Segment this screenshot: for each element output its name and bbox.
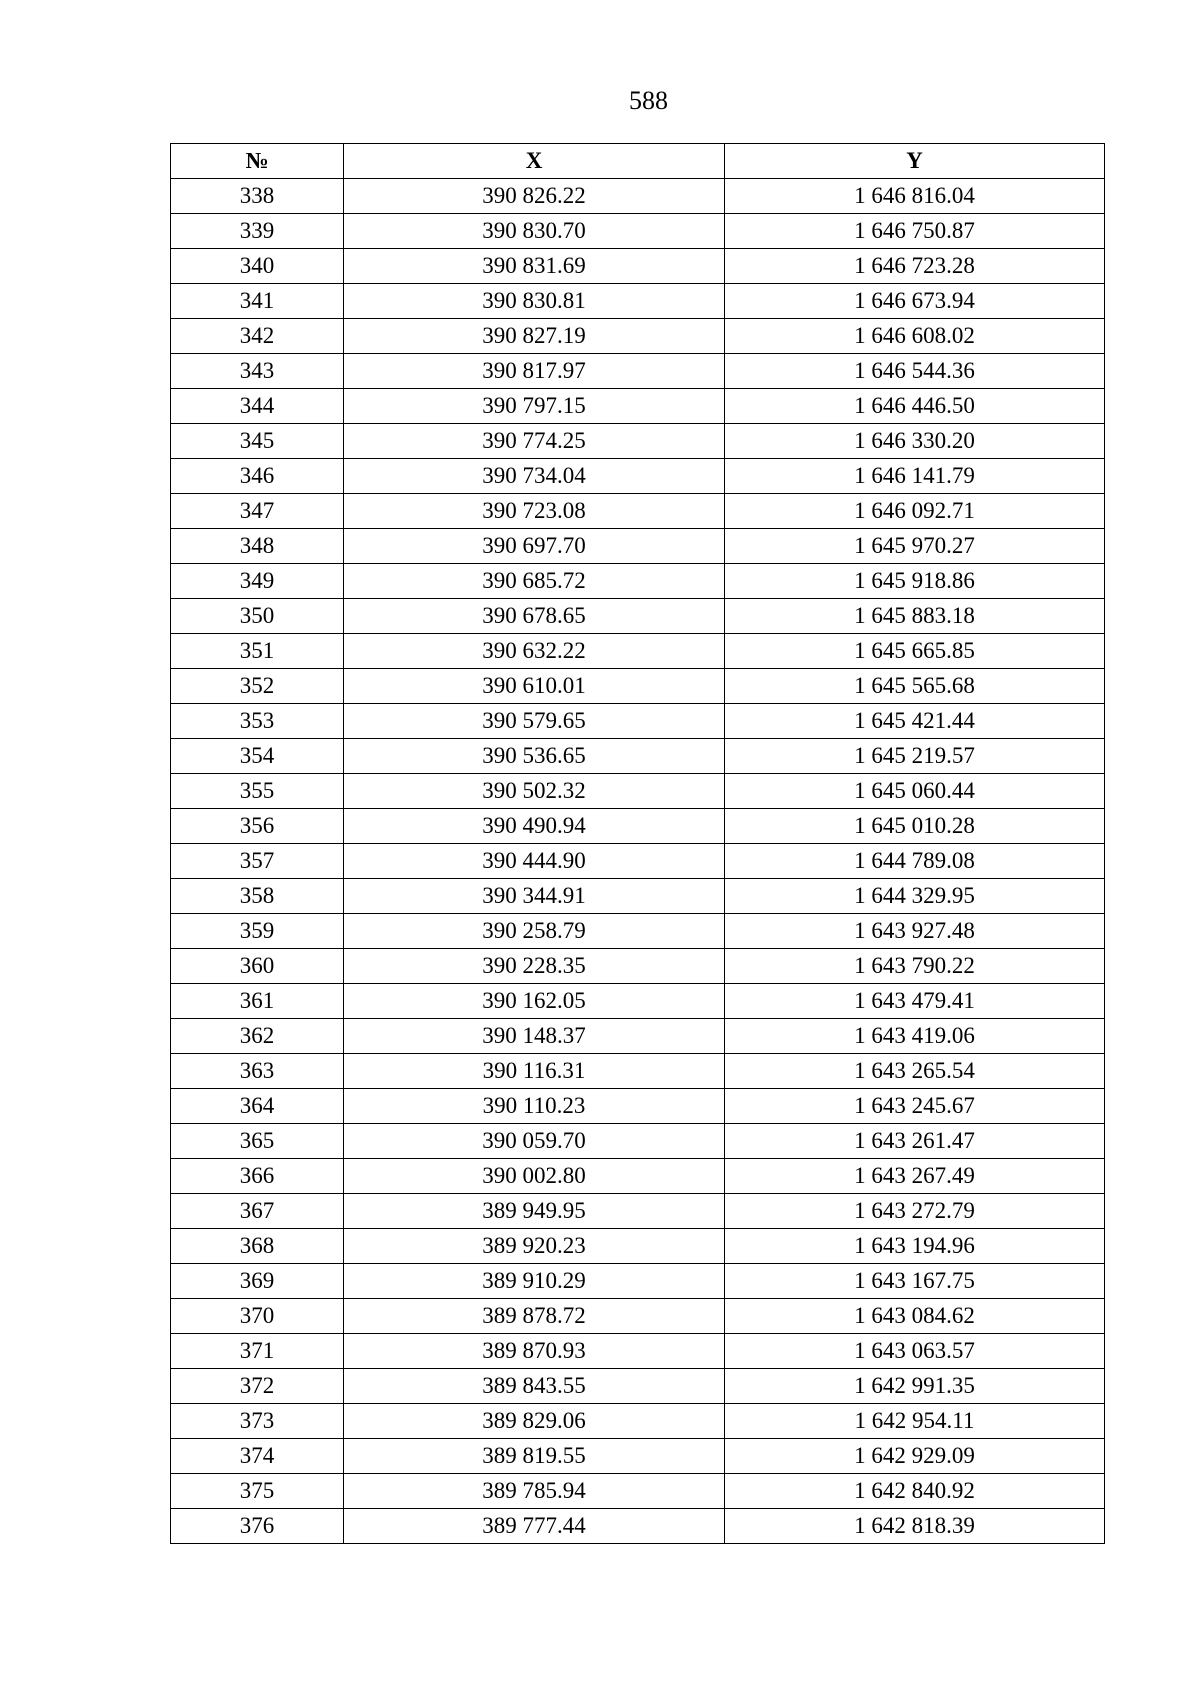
cell-number: 345	[171, 424, 344, 459]
cell-y: 1 645 970.27	[725, 529, 1105, 564]
cell-x: 390 817.97	[344, 354, 725, 389]
cell-y: 1 643 084.62	[725, 1299, 1105, 1334]
cell-y: 1 645 665.85	[725, 634, 1105, 669]
cell-y: 1 642 929.09	[725, 1439, 1105, 1474]
table-row	[171, 1089, 1105, 1124]
cell-y: 1 645 219.57	[725, 739, 1105, 774]
table-row	[171, 914, 1105, 949]
header-x: X	[344, 144, 725, 179]
cell-y: 1 646 673.94	[725, 284, 1105, 319]
cell-number: 374	[171, 1439, 344, 1474]
cell-number: 361	[171, 984, 344, 1019]
cell-y: 1 646 750.87	[725, 214, 1105, 249]
cell-y: 1 643 194.96	[725, 1229, 1105, 1264]
cell-y: 1 646 723.28	[725, 249, 1105, 284]
table-row	[171, 984, 1105, 1019]
cell-y: 1 646 446.50	[725, 389, 1105, 424]
cell-y: 1 645 883.18	[725, 599, 1105, 634]
cell-number: 346	[171, 459, 344, 494]
cell-x: 390 258.79	[344, 914, 725, 949]
cell-number: 369	[171, 1264, 344, 1299]
cell-x: 390 831.69	[344, 249, 725, 284]
cell-y: 1 645 421.44	[725, 704, 1105, 739]
cell-number: 365	[171, 1124, 344, 1159]
cell-number: 372	[171, 1369, 344, 1404]
cell-number: 354	[171, 739, 344, 774]
cell-number: 348	[171, 529, 344, 564]
cell-x: 390 536.65	[344, 739, 725, 774]
coordinates-table	[170, 143, 1105, 1544]
cell-number: 375	[171, 1474, 344, 1509]
table-row	[171, 1404, 1105, 1439]
cell-number: 351	[171, 634, 344, 669]
cell-number: 353	[171, 704, 344, 739]
cell-number: 373	[171, 1404, 344, 1439]
table-row	[171, 1019, 1105, 1054]
cell-x: 390 228.35	[344, 949, 725, 984]
table-row	[171, 1439, 1105, 1474]
header-y: Y	[725, 144, 1105, 179]
cell-y: 1 643 245.67	[725, 1089, 1105, 1124]
cell-x: 390 579.65	[344, 704, 725, 739]
cell-number: 352	[171, 669, 344, 704]
cell-number: 360	[171, 949, 344, 984]
cell-y: 1 645 010.28	[725, 809, 1105, 844]
cell-x: 390 002.80	[344, 1159, 725, 1194]
cell-x: 390 110.23	[344, 1089, 725, 1124]
table-row	[171, 424, 1105, 459]
cell-y: 1 646 608.02	[725, 319, 1105, 354]
cell-x: 389 785.94	[344, 1474, 725, 1509]
table-row	[171, 389, 1105, 424]
table-row	[171, 669, 1105, 704]
cell-y: 1 643 790.22	[725, 949, 1105, 984]
cell-y: 1 644 329.95	[725, 879, 1105, 914]
cell-number: 358	[171, 879, 344, 914]
cell-x: 389 819.55	[344, 1439, 725, 1474]
cell-x: 390 116.31	[344, 1054, 725, 1089]
cell-y: 1 642 840.92	[725, 1474, 1105, 1509]
cell-y: 1 643 265.54	[725, 1054, 1105, 1089]
cell-number: 370	[171, 1299, 344, 1334]
cell-y: 1 643 419.06	[725, 1019, 1105, 1054]
cell-y: 1 644 789.08	[725, 844, 1105, 879]
cell-x: 390 344.91	[344, 879, 725, 914]
table-body	[171, 179, 1105, 1544]
cell-number: 350	[171, 599, 344, 634]
cell-x: 390 444.90	[344, 844, 725, 879]
cell-number: 376	[171, 1509, 344, 1544]
table-row	[171, 1474, 1105, 1509]
cell-number: 367	[171, 1194, 344, 1229]
table-row	[171, 249, 1105, 284]
cell-y: 1 642 991.35	[725, 1369, 1105, 1404]
cell-number: 344	[171, 389, 344, 424]
cell-x: 390 490.94	[344, 809, 725, 844]
table-row	[171, 1159, 1105, 1194]
cell-x: 390 697.70	[344, 529, 725, 564]
cell-y: 1 643 272.79	[725, 1194, 1105, 1229]
table-row	[171, 564, 1105, 599]
table-row	[171, 774, 1105, 809]
table-row	[171, 599, 1105, 634]
cell-number: 340	[171, 249, 344, 284]
cell-x: 389 829.06	[344, 1404, 725, 1439]
cell-x: 389 920.23	[344, 1229, 725, 1264]
table-row	[171, 809, 1105, 844]
cell-number: 359	[171, 914, 344, 949]
cell-y: 1 642 818.39	[725, 1509, 1105, 1544]
cell-number: 366	[171, 1159, 344, 1194]
cell-x: 390 685.72	[344, 564, 725, 599]
cell-y: 1 643 167.75	[725, 1264, 1105, 1299]
cell-number: 362	[171, 1019, 344, 1054]
cell-x: 390 162.05	[344, 984, 725, 1019]
table-row	[171, 284, 1105, 319]
cell-number: 338	[171, 179, 344, 214]
table-row	[171, 459, 1105, 494]
table-row	[171, 1509, 1105, 1544]
table-row	[171, 704, 1105, 739]
table-row	[171, 1124, 1105, 1159]
table-row	[171, 879, 1105, 914]
cell-x: 390 797.15	[344, 389, 725, 424]
cell-x: 390 826.22	[344, 179, 725, 214]
cell-number: 355	[171, 774, 344, 809]
cell-x: 389 878.72	[344, 1299, 725, 1334]
cell-y: 1 646 141.79	[725, 459, 1105, 494]
table-row	[171, 1369, 1105, 1404]
cell-number: 357	[171, 844, 344, 879]
cell-x: 390 830.81	[344, 284, 725, 319]
cell-number: 368	[171, 1229, 344, 1264]
cell-x: 390 610.01	[344, 669, 725, 704]
cell-number: 339	[171, 214, 344, 249]
table-row	[171, 214, 1105, 249]
cell-number: 347	[171, 494, 344, 529]
cell-number: 341	[171, 284, 344, 319]
table-row	[171, 1054, 1105, 1089]
cell-number: 349	[171, 564, 344, 599]
cell-x: 390 059.70	[344, 1124, 725, 1159]
cell-number: 342	[171, 319, 344, 354]
cell-y: 1 646 092.71	[725, 494, 1105, 529]
cell-x: 390 678.65	[344, 599, 725, 634]
cell-x: 389 870.93	[344, 1334, 725, 1369]
table-row	[171, 319, 1105, 354]
cell-x: 389 949.95	[344, 1194, 725, 1229]
cell-x: 390 632.22	[344, 634, 725, 669]
cell-y: 1 646 330.20	[725, 424, 1105, 459]
cell-number: 343	[171, 354, 344, 389]
cell-y: 1 643 479.41	[725, 984, 1105, 1019]
cell-number: 371	[171, 1334, 344, 1369]
table-row	[171, 179, 1105, 214]
table-row	[171, 494, 1105, 529]
table-row	[171, 949, 1105, 984]
cell-y: 1 646 544.36	[725, 354, 1105, 389]
cell-number: 364	[171, 1089, 344, 1124]
table-row	[171, 1334, 1105, 1369]
header-number: №	[171, 144, 344, 179]
cell-x: 390 830.70	[344, 214, 725, 249]
cell-y: 1 645 565.68	[725, 669, 1105, 704]
cell-x: 390 148.37	[344, 1019, 725, 1054]
cell-x: 390 827.19	[344, 319, 725, 354]
cell-x: 390 774.25	[344, 424, 725, 459]
cell-x: 389 910.29	[344, 1264, 725, 1299]
cell-y: 1 645 918.86	[725, 564, 1105, 599]
cell-number: 356	[171, 809, 344, 844]
cell-x: 389 843.55	[344, 1369, 725, 1404]
cell-y: 1 646 816.04	[725, 179, 1105, 214]
table-row	[171, 1194, 1105, 1229]
cell-y: 1 642 954.11	[725, 1404, 1105, 1439]
table-row	[171, 844, 1105, 879]
table-row	[171, 1229, 1105, 1264]
table-row	[171, 634, 1105, 669]
cell-y: 1 643 927.48	[725, 914, 1105, 949]
cell-number: 363	[171, 1054, 344, 1089]
cell-y: 1 645 060.44	[725, 774, 1105, 809]
table-row	[171, 529, 1105, 564]
cell-y: 1 643 261.47	[725, 1124, 1105, 1159]
cell-x: 390 734.04	[344, 459, 725, 494]
cell-y: 1 643 267.49	[725, 1159, 1105, 1194]
cell-x: 390 723.08	[344, 494, 725, 529]
table-row	[171, 354, 1105, 389]
cell-x: 389 777.44	[344, 1509, 725, 1544]
cell-x: 390 502.32	[344, 774, 725, 809]
page-number: 588	[629, 86, 668, 115]
cell-y: 1 643 063.57	[725, 1334, 1105, 1369]
table-header-row	[171, 144, 1105, 179]
table-row	[171, 739, 1105, 774]
table-row	[171, 1299, 1105, 1334]
table-row	[171, 1264, 1105, 1299]
